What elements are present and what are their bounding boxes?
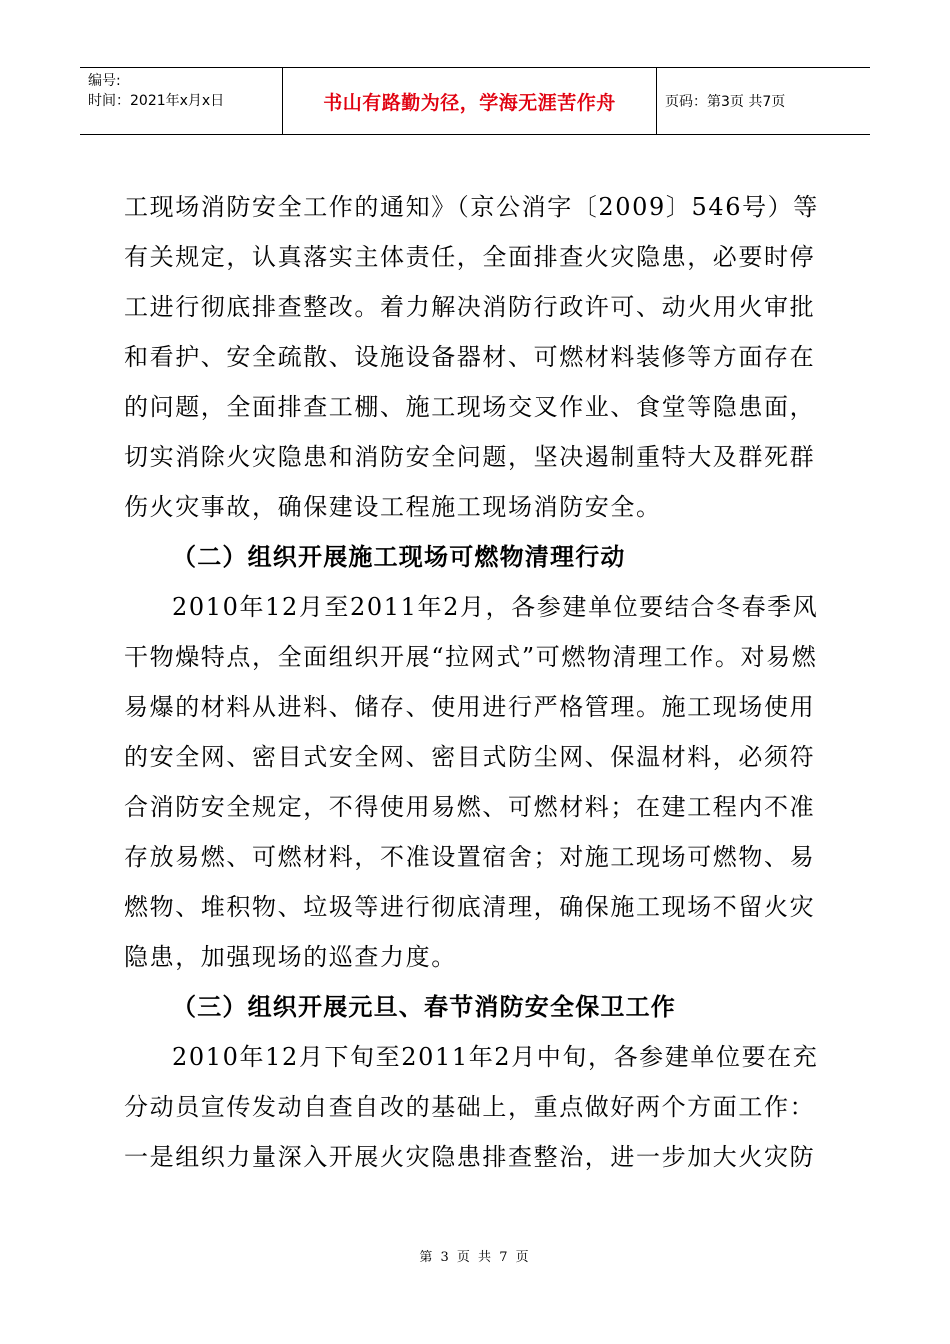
- number-label: 编号:: [88, 73, 121, 89]
- header-meta: [80, 68, 283, 134]
- paragraph-2: 2010年12月至2011年2月，各参建单位要结合冬春季风干物燥特点，全面组织开展“拉网式”可燃物清理工作。对易燃易爆的材料从进料、储存、使用进行严格管理。施工现场使用的安全网、密目式安全网、密目式防尘网、保温材料，必须符合消防安全规定，不得使用易燃、可燃材料；在建工程内不准存放易燃、可燃材料，不准设置宿舍；对施工现场可燃物、易燃物、堆积物、垃圾等进行彻底清理，确保施工现场不留火灾隐患，加强现场的巡查力度。: [124, 593, 819, 971]
- header-table: [80, 67, 870, 135]
- page-footer: 第 3 页 共 7 页: [419, 1250, 531, 1265]
- page-label: 页码：第3页 共7页: [665, 94, 786, 110]
- header-page-cell: [657, 68, 870, 134]
- document-body: [124, 182, 824, 1182]
- header-motto-cell: [283, 68, 657, 134]
- motto-text: 书山有路勤为径，学海无涯苦作舟: [323, 91, 616, 114]
- section-heading-2: （二）组织开展施工现场可燃物清理行动: [172, 543, 626, 571]
- paragraph-1: 工现场消防安全工作的通知》（京公消字〔2009〕546号）等有关规定，认真落实主体责任，全面排查火灾隐患，必要时停工进行彻底排查整改。着力解决消防行政许可、动火用火审批和看护、安全疏散、设施设备器材、可燃材料装修等方面存在的问题，全面排查工棚、施工现场交叉作业、食堂等隐患面，切实消除火灾隐患和消防安全问题，坚决遏制重特大及群死群伤火灾事故，确保建设工程施工现场消防安全。: [124, 193, 819, 521]
- paragraph-3: 2010年12月下旬至2011年2月中旬，各参建单位要在充分动员宣传发动自查自改的基础上，重点做好两个方面工作：一是组织力量深入开展火灾隐患排查整治，进一步加大火灾防: [124, 1043, 819, 1171]
- section-heading-3: （三）组织开展元旦、春节消防安全保卫工作: [172, 993, 676, 1021]
- time-label: 时间：2021年x月x日: [88, 93, 225, 109]
